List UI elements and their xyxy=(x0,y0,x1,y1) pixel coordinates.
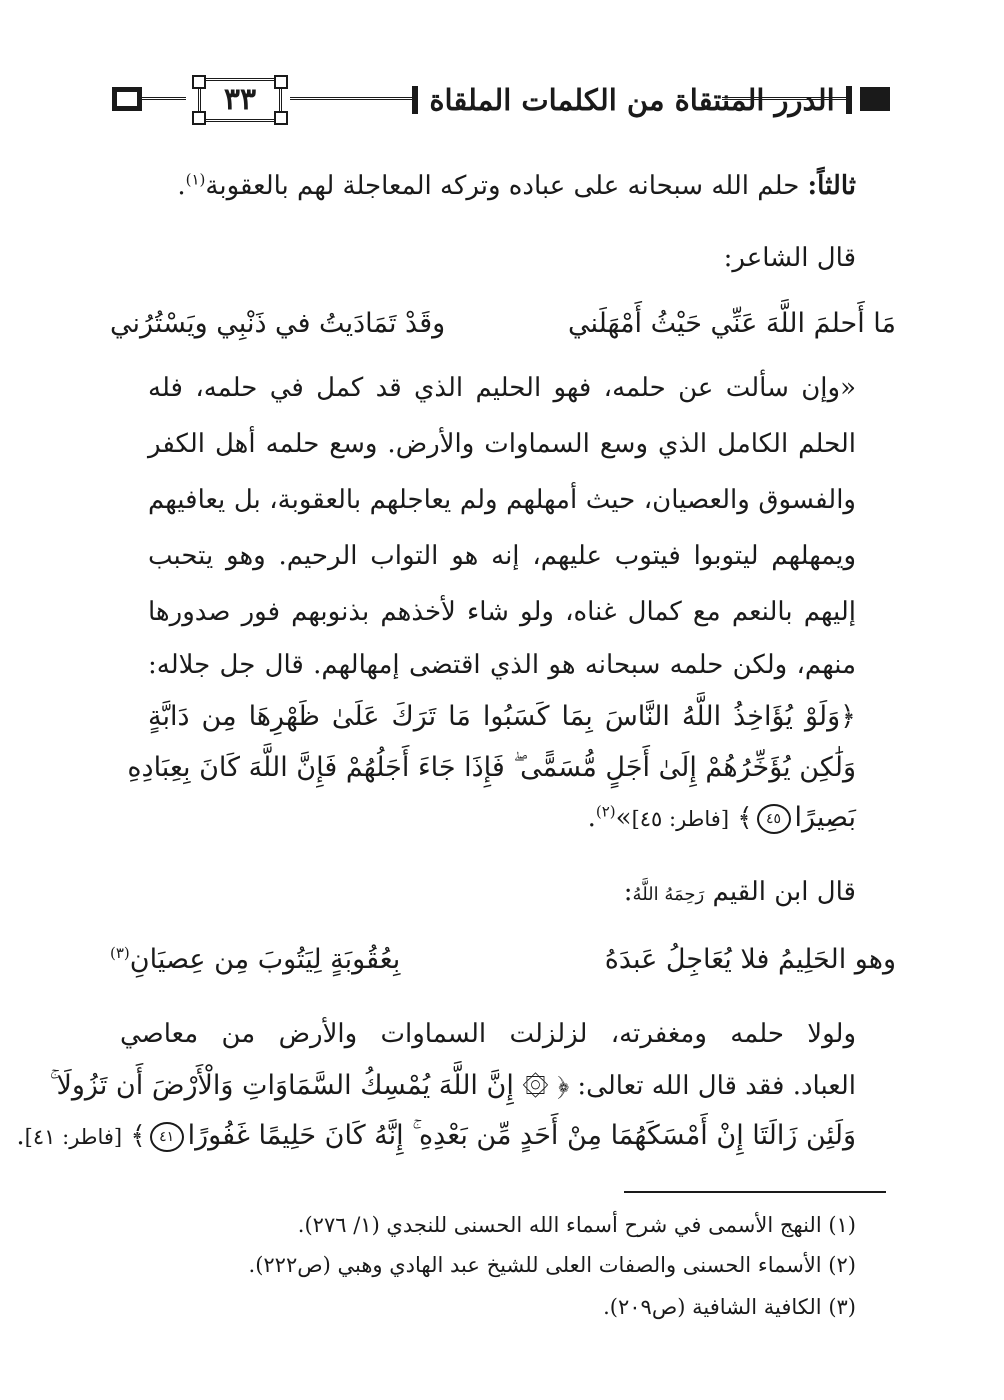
footnote-ref: (٣) xyxy=(110,944,130,962)
quran-text: وَلَئِن زَالَتَا إِنْ أَمْسَكَهُمَا مِنْ أَحَدٍ مِّن بَعْدِهِ ۚ إِنَّهُ كَانَ حَلِيمًا غَفُورًا xyxy=(187,1120,856,1151)
ayah-number-icon: ٤١ xyxy=(150,1122,184,1152)
quran-line-end: وَلَئِن زَالَتَا إِنْ أَمْسَكَهُمَا مِنْ أَحَدٍ مِّن بَعْدِهِ ۚ إِنَّهُ كَانَ حَلِيمًا غَفُورًا٤١﴾ [فاطر: ٤١]. xyxy=(16,1120,856,1151)
verse-first-hemistich: وهو الحَلِيمُ فلا يُعَاجِلُ عَبدَهُ xyxy=(604,944,896,975)
surah-reference: [فاطر: ٤٥] xyxy=(631,807,730,831)
header-rule xyxy=(290,97,412,100)
footnote-ref: (٢) xyxy=(595,802,616,821)
point-label: ثالثاً: xyxy=(807,171,856,201)
verse-first-hemistich: مَا أَحلمَ اللَّهَ عَنِّي حَيْثُ أَمْهَلَني xyxy=(568,308,896,339)
page-number: ٣٣ xyxy=(223,82,257,117)
quran-text: بَصِيرًا xyxy=(794,802,856,833)
page-number-frame xyxy=(198,78,282,122)
header-ornament-left xyxy=(112,87,142,111)
body-line: الحلم الكامل الذي وسع السماوات والأرض. وسع حلمه أهل الكفر xyxy=(148,429,856,459)
surah-reference: [فاطر: ٤١] xyxy=(24,1125,123,1149)
verse-second-hemistich: وقَدْ تَمَادَيتُ في ذَنْبِي ويَسْتُرُني xyxy=(110,308,446,339)
footnote: (١) النهج الأسمى في شرح أسماء الله الحسنى للنجدي (١/ ٢٧٦). xyxy=(297,1213,856,1237)
body-line: «وإن سألت عن حلمه، فهو الحليم الذي قد كمل في حلمه، فله xyxy=(148,373,856,403)
footnote: (٢) الأسماء الحسنى والصفات العلى للشيخ عبد الهادي وهبي (ص٢٢٢). xyxy=(248,1253,856,1277)
footnote-ref: (١) xyxy=(185,170,206,189)
quran-text: ﴿ ۞ إِنَّ اللَّهَ يُمْسِكُ السَّمَاوَاتِ وَالْأَرْضَ أَن تَزُولَا ۚ xyxy=(49,1070,570,1101)
page-header xyxy=(112,78,890,128)
body-line: منهم، ولكن حلمه سبحانه هو الذي اقتضى إمهالهم. قال جل جلاله: xyxy=(148,650,856,680)
body-line: ولولا حلمه ومغفرته، لزلزلت السماوات والأرض من معاصي xyxy=(120,1019,856,1049)
header-rule xyxy=(722,97,852,100)
body-line: إليهم بالنعم مع كمال غناه، ولو شاء لأخذهم بذنوبهم فور صدورها xyxy=(148,597,856,627)
quran-line-end: بَصِيرًا٤٥﴾ [فاطر: ٤٥]»$^{(٢)}$. xyxy=(587,802,856,833)
book-title: الدرر المنتقاة من الكلمات الملقاة xyxy=(429,83,835,117)
footnote-divider xyxy=(624,1191,886,1193)
poem-verse xyxy=(110,940,896,980)
header-bar xyxy=(846,86,852,114)
honorific-glyph: رَحِمَهُ اللَّهُ xyxy=(632,884,705,905)
ayah-number-icon: ٤٥ xyxy=(757,804,791,834)
quran-line: ﴿وَلَوْ يُؤَاخِذُ اللَّهُ النَّاسَ بِمَا كَسَبُوا مَا تَرَكَ عَلَىٰ ظَهْرِهَا مِن دَابَّةٍ xyxy=(148,701,856,732)
poet-intro: قال الشاعر: xyxy=(723,243,856,273)
point-three-line: ثالثاً: حلم الله سبحانه على عباده وتركه المعاجلة لهم بالعقوبة$^{(١)}$. xyxy=(177,170,856,201)
header-rule xyxy=(142,97,186,100)
quran-line: وَلَٰكِن يُؤَخِّرُهُمْ إِلَىٰ أَجَلٍ مُّسَمًّى ۖ فَإِذَا جَاءَ أَجَلُهُمْ فَإِنَّ اللَّهَ كَانَ بِعِبَادِهِ xyxy=(127,752,856,783)
point-text: حلم الله سبحانه على عباده وتركه المعاجلة لهم بالعقوبة xyxy=(205,171,808,201)
body-line: ويمهلهم ليتوبوا فيتوب عليهم، إنه هو التواب الرحيم. وهو يتحبب xyxy=(148,541,856,571)
footnote: (٣) الكافية الشافية (ص٢٠٩). xyxy=(603,1295,856,1319)
header-ornament-right xyxy=(860,87,890,111)
ibn-qayyim-intro: قال ابن القيم رَحِمَهُ اللَّهُ: xyxy=(623,877,856,907)
poem-verse xyxy=(110,304,896,344)
body-line: والفسوق والعصيان، حيث أمهلهم ولم يعاجلهم بالعقوبة، بل يعافيهم xyxy=(148,485,856,515)
body-line-with-quran: العباد. فقد قال الله تعالى: ﴿ ۞ إِنَّ اللَّهَ يُمْسِكُ السَّمَاوَاتِ وَالْأَرْضَ أَن تَزُولَا ۚ xyxy=(49,1070,856,1101)
verse-second-hemistich: بِعُقُوبَةٍ لِيَتُوبَ مِن عِصيَانِ$^{(٣)}$ xyxy=(110,944,401,975)
header-bar xyxy=(412,86,418,114)
